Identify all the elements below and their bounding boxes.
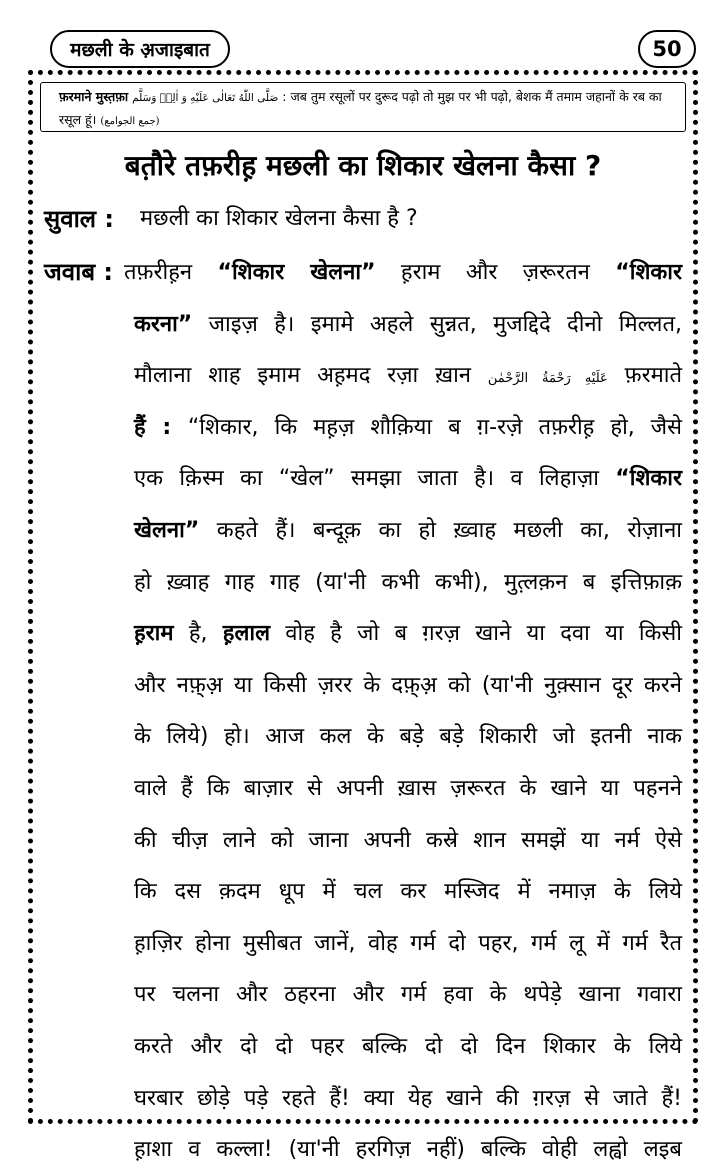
text-segment: के लिये) हो। आज कल के बड़े बड़े शिकारी जो इतनी नाक — [134, 724, 682, 750]
answer-line — [134, 402, 682, 454]
question-label: सुवाल : — [44, 205, 115, 233]
text-segment: घरबार छोड़े पड़े रहते हैं! क्या येह खाने की ग़रज़ से जाते हैं! — [134, 1085, 682, 1111]
section-heading: बत़ौरे तफ़रीह़ मछली का शिकार खेलना कैसा ? — [124, 149, 602, 182]
answer-line — [134, 350, 682, 402]
answer-line — [134, 1021, 682, 1073]
bold-text: हैं : — [134, 414, 188, 440]
bold-text: ह़राम — [134, 621, 174, 647]
text-segment: और नफ़्अ़ या किसी ज़रर के दफ़्अ़ को (या'नी नुक़्सान दूर करने — [134, 672, 682, 698]
text-segment: एक क़िस्म का “खेल” समझा जाता है। व लिहाज़ा — [134, 466, 616, 492]
text-segment: ह़राम और ज़रूरतन — [375, 260, 616, 285]
bold-text: खेलना” — [134, 517, 200, 543]
arabic-text: عَلَيْهِ رَحْمَةُ الرَّحْمٰن — [487, 371, 608, 387]
book-title-badge — [50, 30, 230, 68]
text-segment: वाले हैं कि बाज़ार से अपनी ख़ास ज़रूरत के खाने या पहनने — [134, 775, 682, 801]
answer-line — [124, 247, 682, 299]
text-segment: “शिकार, कि मह़ज़ शौक़िया ब ग़-रज़े तफ़रीह़ हो, जैसे — [187, 414, 682, 440]
answer-line — [134, 1124, 682, 1176]
bold-text: करना” — [134, 311, 193, 337]
answer-line — [134, 557, 682, 609]
bold-text: ह़लाल — [222, 621, 271, 647]
answer-line — [134, 505, 682, 557]
hadith-salutation: صَلَّى اللّٰهُ تَعَالٰى عَلَيْهِ وَ اٰلِهٖ وَسَلَّم — [132, 92, 279, 104]
text-segment: की चीज़ लाने को जाना अपनी कस्रे शान समझें या नर्म ऐसे — [134, 827, 682, 853]
text-segment: ह़ाशा व कल्ला! (या'नी हरगिज़ नहीं) बल्कि वोही लह्वो लइब — [134, 1137, 682, 1163]
page-number-badge — [638, 30, 696, 68]
answer-line — [134, 453, 682, 505]
answer-line — [134, 866, 682, 918]
question-text: मछली का शिकार खेलना कैसा है ? — [140, 206, 418, 231]
answer-line — [134, 299, 682, 351]
answer-line — [134, 969, 682, 1021]
bold-text: “शिकार — [615, 466, 682, 492]
text-segment: वोह है जो ब ग़रज़ खाने या दवा या किसी — [270, 621, 682, 647]
answer-label: जवाब : — [44, 258, 114, 286]
text-segment: हो ख़्वाह गाह गाह (या'नी कभी कभी), मुत़्लक़न ब इत्तिफ़ाक़ — [134, 569, 682, 595]
answer-line — [134, 660, 682, 712]
answer-body — [124, 247, 682, 1176]
text-segment: मौलाना शाह इमाम अह़मद रज़ा ख़ान — [134, 363, 488, 389]
text-segment: कि दस क़दम धूप में चल कर मस्जिद में नमाज़ के लिये — [134, 879, 682, 905]
text-segment: कहते हैं। बन्दूक़ का हो ख़्वाह मछली का, रोज़ाना — [199, 517, 682, 543]
answer-line — [134, 815, 682, 867]
bold-text: “शिकार — [615, 260, 682, 285]
hadith-box — [40, 82, 686, 132]
answer-line — [134, 608, 682, 660]
bold-text: “शिकार खेलना” — [217, 260, 376, 285]
answer-line — [134, 763, 682, 815]
book-title: मछली के अ़जाइबात — [70, 39, 210, 61]
hadith-source: (جمع الجوامع) — [100, 116, 160, 127]
text-segment: फ़रमाते — [607, 363, 682, 389]
text-segment: करते और दो दो पहर बल्कि दो दो दिन शिकार के लिये — [134, 1033, 682, 1059]
answer-line — [134, 711, 682, 763]
text-segment: जाइज़ है। इमामे अहले सुन्नत, मुजद्दिदे दीनो मिल्लत, — [192, 311, 682, 337]
text-segment: पर चलना और ठहरना और गर्म हवा के थपेड़े खाना गवारा — [134, 982, 682, 1008]
text-segment: तफ़रीह़न — [124, 260, 218, 285]
answer-line — [134, 1073, 682, 1125]
answer-line — [134, 918, 682, 970]
text-segment: ह़ाज़िर होना मुसीबत जानें, वोह गर्म दो पहर, गर्म लू में गर्म रैत — [134, 930, 682, 956]
hadith-text: : जब तुम रसूलों पर दुरूद पढ़ो तो मुझ पर भी पढ़ो, बेशक मैं तमाम जहानों के रब का रसूल हूं। — [59, 89, 662, 127]
hadith-label: फ़रमाने मुस्त़फ़ा — [59, 89, 129, 104]
page-number: 50 — [652, 37, 682, 61]
text-segment: है, — [173, 621, 223, 647]
